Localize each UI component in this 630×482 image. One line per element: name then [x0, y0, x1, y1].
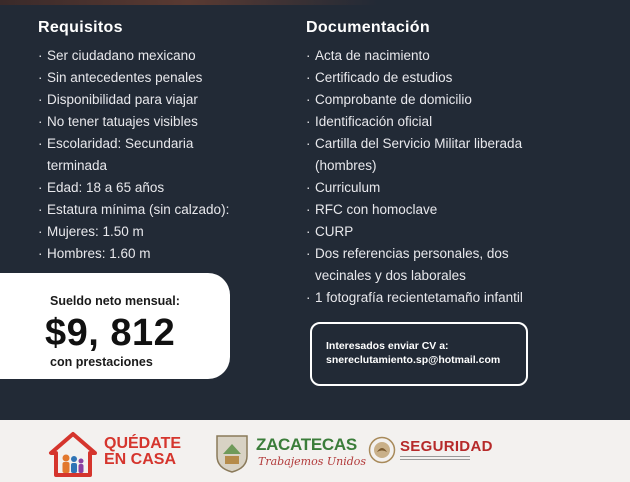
list-item-continuation: terminada	[47, 158, 108, 173]
zacatecas-coat-of-arms-icon	[213, 432, 251, 474]
list-item: · 1 fotografía recientetamaño infantil	[306, 287, 606, 309]
list-item: · No tener tatuajes visibles	[38, 111, 288, 133]
list-item: · Ser ciudadano mexicano	[38, 45, 288, 67]
zacatecas-logo-slogan: Trabajemos Unidos	[258, 455, 367, 468]
list-item: · Certificado de estudios	[306, 67, 606, 89]
documentacion-list	[306, 45, 606, 309]
salary-label: Sueldo neto mensual:	[50, 294, 180, 308]
list-item: · Curriculum	[306, 177, 606, 199]
list-item: · Escolaridad: Secundaria	[38, 133, 288, 155]
requisitos-section	[38, 18, 288, 265]
requisitos-list	[38, 45, 288, 265]
list-item-continuation: (hombres)	[315, 158, 377, 173]
list-item: · Estatura mínima (sin calzado):	[38, 199, 288, 221]
list-item: · Dos referencias personales, dos	[306, 243, 606, 265]
documentacion-section	[306, 18, 606, 309]
list-item: · Disponibilidad para viajar	[38, 89, 288, 111]
house-family-icon	[48, 431, 98, 477]
list-item: · RFC con homoclave	[306, 199, 606, 221]
requisitos-heading: Requisitos	[38, 19, 123, 36]
list-item-continuation: vecinales y dos laborales	[315, 268, 466, 283]
list-item: · Comprobante de domicilio	[306, 89, 606, 111]
zacatecas-logo-title: ZACATECAS	[256, 435, 357, 454]
contact-box	[310, 322, 528, 386]
salary-benefits-note: con prestaciones	[50, 355, 153, 369]
salary-amount: $9, 812	[45, 312, 176, 354]
list-item: · Mujeres: 1.50 m	[38, 221, 288, 243]
logo1-line2: EN CASA	[104, 451, 177, 468]
footer-logos	[0, 420, 630, 482]
list-item: · Cartilla del Servicio Militar liberada	[306, 133, 606, 155]
list-item: · Identificación oficial	[306, 111, 606, 133]
logo1-line1: QUÉDATE	[104, 435, 182, 452]
list-item: · Sin antecedentes penales	[38, 67, 288, 89]
list-item: · CURP	[306, 221, 606, 243]
mexican-eagle-seal-icon	[368, 436, 396, 464]
list-item: · Acta de nacimiento	[306, 45, 606, 67]
list-item: · Hombres: 1.60 m	[38, 243, 288, 265]
quedate-en-casa-logo-text	[104, 436, 181, 468]
contact-email[interactable]: snereclutamiento.sp@hotmail.com	[326, 354, 501, 366]
contact-instruction: Interesados enviar CV a:	[326, 340, 449, 352]
salary-card	[0, 273, 230, 379]
documentacion-heading: Documentación	[306, 19, 430, 36]
top-decorative-strip	[0, 0, 630, 5]
seguridad-logo-title: SEGURIDAD	[400, 438, 493, 455]
seguridad-logo-subtext	[400, 456, 470, 460]
list-item: · Edad: 18 a 65 años	[38, 177, 288, 199]
